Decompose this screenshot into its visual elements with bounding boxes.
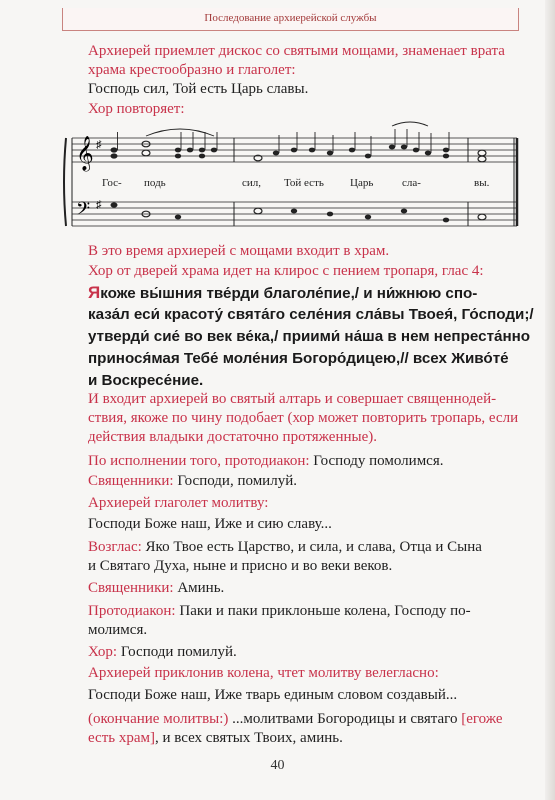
litany-line-2 — [88, 472, 297, 490]
slurs — [146, 122, 428, 136]
lyric-syllable: сла- — [402, 177, 421, 189]
verse-text: Господь сил, Той есть Царь славы. — [88, 81, 309, 97]
rubric-intro-line2: храма крестообразно и глаголет: — [88, 62, 296, 78]
rubric-label: По исполнении того, протодиакон: — [88, 453, 310, 469]
troparion-line5: и Воскресе́ние. — [88, 372, 204, 389]
bass-notes — [111, 202, 487, 222]
rubric-prayer: Архиерей глаголет молитву: — [88, 495, 269, 511]
drop-capital: Я — [88, 283, 101, 302]
litany-line-1 — [88, 452, 444, 470]
rubric-label: Священники: — [88, 580, 174, 596]
prayer-ending-text: , и всех святых Твоих, аминь. — [154, 730, 343, 746]
rubric-entrance-line1: В это время архиерей с мощами входит в храм. — [88, 243, 390, 259]
running-header: Последование архиерейской службы — [62, 8, 519, 31]
prayer-ending-line1 — [88, 710, 503, 728]
protodeacon-text: Паки и паки приклоньше колена, Господу по- — [179, 603, 471, 619]
rubric-label: (окончание молитвы:) — [88, 711, 229, 727]
prayer-ending-text: ...молитвами Богородицы и святаго — [232, 711, 458, 727]
rubric-label: Хор: — [88, 644, 118, 660]
rubric-label: Священники: — [88, 473, 174, 489]
kneeling-prayer-text: Господи Боже наш, Иже тварь единым словом создавый... — [88, 687, 458, 703]
troparion-line2: каза́л еси́ красоту́ свята́го селе́ния сла́вы Твоея́, Го́споди;/ — [88, 306, 534, 323]
rubric-intro-line1: Архиерей приемлет дискос со святыми мощами, знаменает врата — [88, 43, 505, 59]
troparion-line4: принося́мая Тебе́ моле́ния Богоро́дицею,// всех Живо́те́ — [88, 350, 509, 367]
sharp-sign-icon: ♯ — [96, 199, 102, 211]
lyric-syllable: сил, — [242, 177, 262, 189]
amen-text: Аминь. — [177, 580, 225, 596]
bracket-text: [егоже — [461, 711, 503, 727]
page-edge — [545, 0, 555, 800]
lyric-syllable: подь — [144, 177, 166, 189]
choir-line — [88, 643, 237, 661]
page-number: 40 — [270, 758, 285, 773]
rubric-altar-line3: действия владыки достаточно протяженные). — [88, 429, 377, 445]
music-score — [62, 120, 522, 240]
exclamation-line2: и Святаго Духа, ныне и присно и во веки веков. — [88, 558, 393, 574]
protodeacon-line2: молимся. — [88, 622, 148, 638]
litany-text: Господу помолимся. — [313, 453, 444, 469]
troparion-line1 — [88, 282, 516, 305]
lyrics — [102, 177, 490, 189]
choir-repeats-rubric: Хор повторяет: — [88, 101, 185, 117]
bracket-text: есть храм] — [88, 730, 155, 746]
litany-text: Господи, помилуй. — [177, 473, 297, 489]
rubric-altar-line1: И входит архиерей во святый алтарь и совершает священнодей- — [88, 391, 497, 407]
lyric-syllable: Гос- — [102, 177, 122, 189]
prayer-text: Господи Боже наш, Иже и сию славу... — [88, 516, 332, 532]
lyric-syllable: Той есть — [284, 177, 324, 189]
bass-staff — [72, 202, 517, 226]
rubric-label: Протодиакон: — [88, 603, 176, 619]
troparion-line3: утверди́ сие́ во век ве́ка,/ приими́ на́ша в нем непреста́нно — [88, 328, 531, 345]
amen-line — [88, 579, 224, 597]
lyric-syllable: Царь — [350, 177, 374, 189]
protodeacon-line1 — [88, 602, 471, 620]
bass-clef-icon: 𝄢 — [76, 198, 91, 223]
treble-clef-icon: 𝄞 — [76, 137, 94, 170]
brace — [64, 138, 66, 226]
rubric-label: Возглас: — [88, 539, 142, 555]
rubric-entrance-line2: Хор от дверей храма идет на клирос с пением тропаря, глас 4: — [88, 263, 484, 279]
lyric-syllable: вы. — [474, 177, 490, 189]
rubric-kneeling: Архиерей приклонив колена, чтет молитву велегласно: — [88, 665, 439, 681]
rubric-altar-line2: ствия, якоже по чину подобает (хор может повторить тропарь, если — [88, 410, 519, 426]
prayer-ending-line2 — [88, 729, 343, 747]
exclamation-line1 — [88, 538, 482, 556]
note-stems — [118, 129, 450, 156]
troparion-text: коже вы́шния тве́рди благоле́пие,/ и ни́жнюю спо- — [100, 285, 478, 302]
sharp-sign-icon: ♯ — [96, 139, 102, 151]
choir-text: Господи помилуй. — [120, 644, 237, 660]
exclamation-text: Яко Твое есть Царство, и сила, и слава, Отца и Сына — [145, 539, 482, 555]
